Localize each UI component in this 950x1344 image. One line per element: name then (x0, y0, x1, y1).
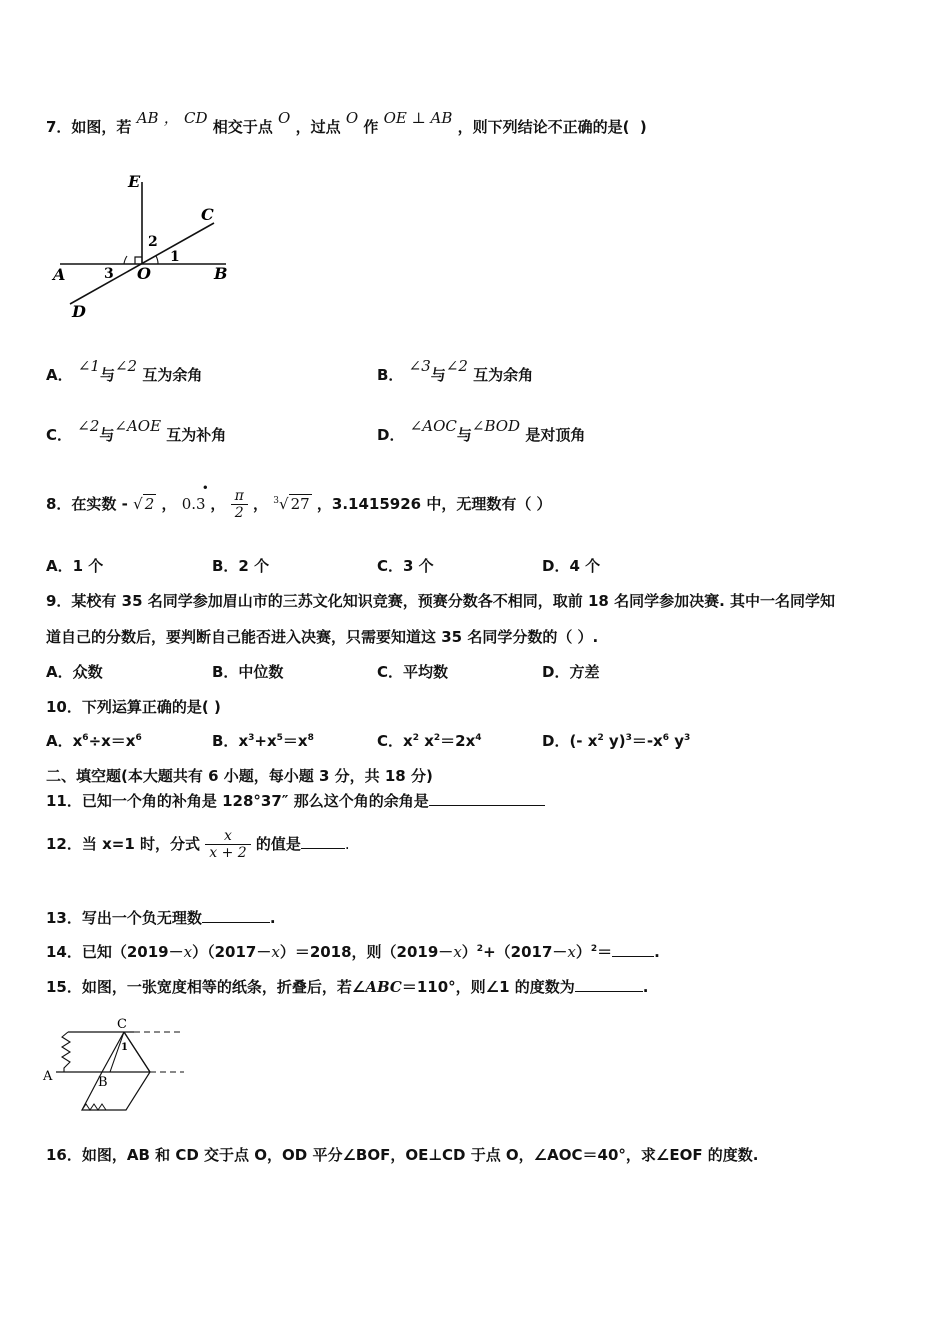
q9-option-d[interactable]: D．方差 (542, 663, 600, 681)
label-c: C (201, 205, 214, 224)
q12-answer-blank[interactable] (301, 834, 345, 849)
q15: 15．如图，一张宽度相等的纸条，折叠后，若∠ABC＝110°，则∠1 的度数为 . (46, 978, 649, 996)
label-b: B (214, 264, 228, 283)
label-o: O (137, 264, 151, 283)
q10-option-a[interactable]: A．$x^6\div x=x^6$ (46, 732, 142, 750)
label-angle-1: 1 (170, 249, 180, 265)
sqrt-2: √ 2 (133, 495, 155, 513)
q9-line-2: 道自己的分数后，要判断自己能否进入决赛，只需要知道这 35 名同学分数的（ ）. (46, 628, 599, 646)
label-angle-1: 1 (121, 1042, 128, 1053)
q7-stem: 7．如图，若 AB ， CD 相交于点 O ，过点 O 作 OE ⊥ AB ，则下列结论不正确的是( ) (46, 109, 647, 136)
section-2-heading: 二、填空题(本大题共有 6 小题，每小题 3 分，共 18 分) (46, 767, 433, 785)
pi-over-2: $\frac{\pi}{2}$ (231, 488, 248, 521)
label-b: B (98, 1075, 108, 1090)
q14-answer-blank[interactable] (612, 942, 654, 957)
q13: 13．写出一个负无理数 . (46, 909, 276, 927)
fraction-x-over-x-plus-2: $\frac{x}{x + 2}$ (205, 828, 250, 861)
q7-option-a[interactable]: A． ∠1与∠2 互为余角 (46, 357, 203, 384)
q7-option-d[interactable]: D． ∠AOC与∠BOD 是对顶角 (377, 417, 586, 444)
q15-answer-blank[interactable] (575, 977, 643, 992)
q7-option-c[interactable]: C． ∠2与∠AOE 互为补角 (46, 417, 227, 444)
label-a: A (43, 1069, 53, 1084)
q11: 11．已知一个角的补角是 128°37″ 那么这个角的余角是 (46, 790, 545, 811)
angle-arc-3 (124, 256, 127, 264)
q8-option-d[interactable]: D．4 个 (542, 557, 601, 575)
label-a: A (53, 265, 66, 284)
angle-arc-1 (156, 256, 158, 264)
q15-figure (42, 1014, 188, 1118)
q9-option-a[interactable]: A．众数 (46, 663, 103, 681)
right-angle-mark (135, 257, 142, 264)
q8-stem: 8．在实数 - √ 2 ， • 0.3 ， $\frac{\pi}{2}$ ， $^3$√ 27 ，3.1415926 中，无理数有（ ） (46, 481, 552, 521)
torn-left-edge (62, 1032, 70, 1072)
q12: 12．当 x=1 时，分式 $\frac{x}{x + 2}$ 的值是 . (46, 828, 350, 861)
q14: 14．已知（2019－x）（2017－x）＝2018，则$(2019-x)^2+(2017-x)^2=$ . (46, 943, 660, 961)
q11-answer-blank[interactable] (429, 791, 545, 806)
label-angle-3: 3 (104, 266, 114, 282)
q8-option-b[interactable]: B．2 个 (212, 557, 270, 575)
q7-figure (48, 170, 238, 320)
label-e: E (128, 172, 141, 191)
label-c: C (117, 1017, 127, 1032)
q10-option-b[interactable]: B．$x^3+x^5=x^8$ (212, 732, 314, 750)
q10-option-c[interactable]: C．$x^2$ $x^2=2x^4$ (377, 732, 482, 750)
torn-bottom-edge (82, 1104, 106, 1110)
label-d: D (72, 302, 86, 320)
repeating-decimal: • 0.3 (181, 481, 209, 513)
q8-option-a[interactable]: A．1 个 (46, 557, 104, 575)
q13-answer-blank[interactable] (202, 908, 270, 923)
q16: 16．如图，AB 和 CD 交于点 O，OD 平分∠BOF，OE⊥CD 于点 O，∠AOC＝40°，求∠EOF 的度数. (46, 1146, 759, 1164)
q10-stem: 10．下列运算正确的是( ) (46, 698, 221, 716)
cube-root-27: $^3$√ 27 (273, 495, 310, 513)
q10-option-d[interactable]: D．(- $x^2$ $y)^3=-x^6$ $y^3$ (542, 732, 691, 750)
q9-line-1: 9．某校有 35 名同学参加眉山市的三苏文化知识竞赛，预赛分数各不相同，取前 18 名同学参加决赛. 其中一名同学知 (46, 592, 835, 610)
label-angle-2: 2 (148, 234, 158, 250)
q7-option-b[interactable]: B． ∠3与∠2 互为余角 (377, 357, 534, 384)
q9-option-b[interactable]: B．中位数 (212, 663, 284, 681)
q9-option-c[interactable]: C．平均数 (377, 663, 449, 681)
q8-option-c[interactable]: C．3 个 (377, 557, 434, 575)
folded-strip (82, 1032, 150, 1110)
